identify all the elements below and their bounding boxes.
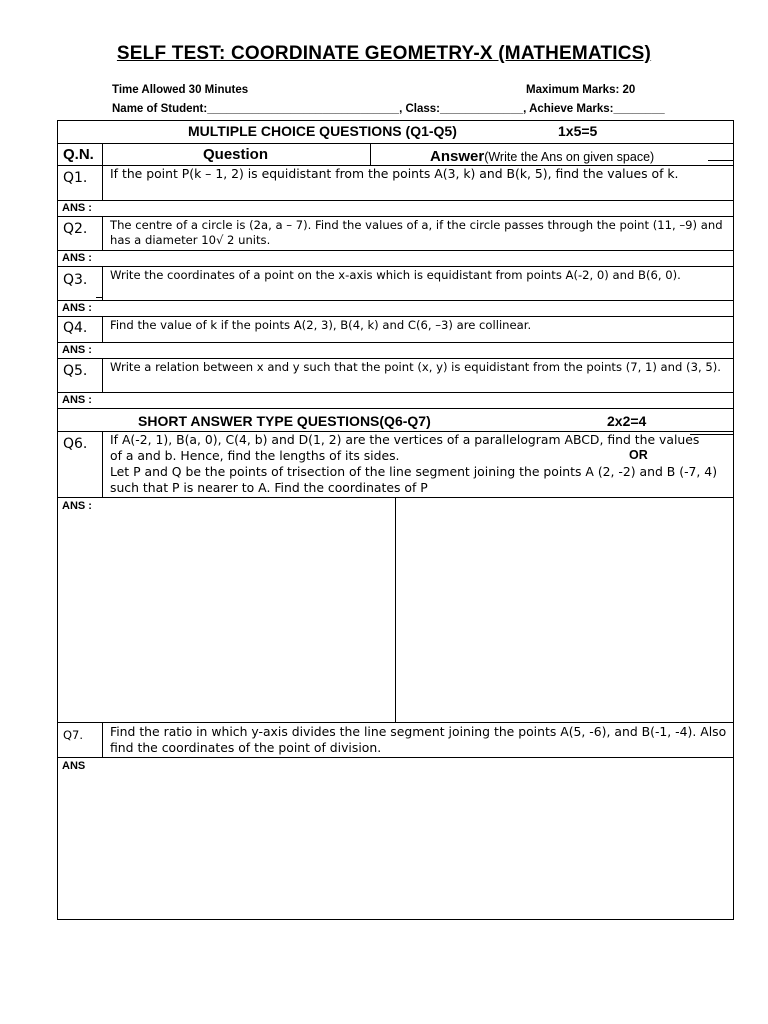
column-header-answer-group (430, 146, 654, 165)
answer-label: ANS : (62, 344, 92, 356)
answer-label: ANS : (62, 202, 92, 214)
question-text: If the point P(k – 1, 2) is equidistant from the points A(3, k) and B(k, 5), find the values of k. (110, 166, 679, 181)
or-label: OR (629, 448, 648, 462)
column-header-answer-note: (Write the Ans on given space) (484, 150, 655, 164)
answer-space-left[interactable] (58, 512, 394, 721)
question-text: Find the value of k if the points A(2, 3), B(4, k) and C(6, –3) are collinear. (110, 318, 532, 332)
page-title: SELF TEST: COORDINATE GEOMETRY-X (MATHEMATICS) (116, 43, 652, 64)
answer-label: ANS : (62, 500, 92, 512)
question-text: Find the ratio in which y-axis divides the line segment joining the points A(5, -6), and B(-1, -4). Also find the coordinates of the point of division. (110, 724, 727, 755)
maximum-marks: Maximum Marks: 20 (526, 84, 636, 96)
column-header-question: Question (203, 146, 269, 163)
column-header-answer: Answer (430, 148, 485, 165)
question-number: Q1. (63, 170, 88, 186)
student-info-line: Name of Student:______________________________, Class:_____________, Achieve Marks:________ (112, 103, 665, 115)
question-number: Q5. (63, 363, 88, 379)
answer-space[interactable] (58, 773, 732, 918)
mcq-marks: 1x5=5 (558, 123, 598, 139)
question-text: Write a relation between x and y such that the point (x, y) is equidistant from the points (7, 1) and (3, 5). (110, 360, 721, 374)
question-text-alt: Let P and Q be the points of trisection of the line segment joining the points A (2, -2) and B (-7, 4) such that P is nearer to A. Find the coordinates of P (110, 464, 718, 495)
question-number: Q7. (63, 728, 84, 742)
question-text: If A(-2, 1), B(a, 0), C(4, b) and D(1, 2) are the vertices of a parallelogram ABCD, find the values of a and b. Hence, find the lengths of its sides. (110, 432, 700, 463)
question-number: Q3. (63, 272, 88, 288)
question-number: Q4. (63, 320, 88, 336)
answer-space-right[interactable] (396, 498, 732, 721)
answer-label: ANS : (62, 302, 92, 314)
question-text: The centre of a circle is (2a, a – 7). Find the values of a, if the circle passes through the point (11, –9) and has a diameter 10√ 2 units. (110, 218, 723, 247)
short-marks: 2x2=4 (607, 413, 647, 429)
mcq-section-title: MULTIPLE CHOICE QUESTIONS (Q1-Q5) (188, 123, 457, 139)
short-section-title: SHORT ANSWER TYPE QUESTIONS(Q6-Q7) (138, 413, 431, 429)
question-number: Q2. (63, 221, 88, 237)
question-text: Write the coordinates of a point on the x-axis which is equidistant from points A(-2, 0) and B(6, 0). (110, 268, 681, 282)
answer-label: ANS : (62, 252, 92, 264)
question-number: Q6. (63, 436, 88, 452)
answer-label: ANS : (62, 394, 92, 406)
column-header-qn: Q.N. (63, 146, 94, 163)
answer-label: ANS (62, 760, 86, 772)
time-allowed: Time Allowed 30 Minutes (112, 84, 249, 96)
